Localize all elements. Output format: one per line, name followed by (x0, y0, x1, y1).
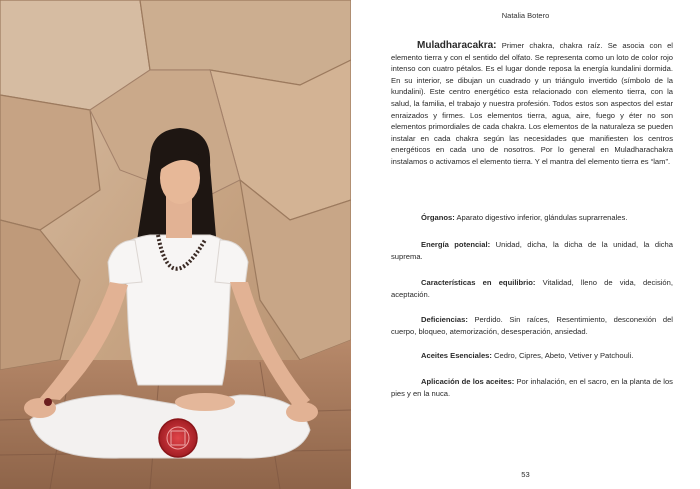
text-page (351, 0, 700, 489)
chakra-description-text: Primer chakra, chakra raíz. Se asocia con el elemento tierra y con el sentido del olfato. Se representa como un loto de color rojo intenso con cuatro pétalos. Es el lugar donde reposa la energía kundalini dormida. En su interior, se dibujan un cuadrado y un triángulo invertido (símbolo de la kundalini). Este centro energético esta relacionado con elemento tierra, con la salud, la familia, el trabajo y nuestra profesión. Todos estos son aspectos del estar enraizados y firmes. Los elementos tierra, agua, aire, fuego y éter no son elementos primordiales de cada chakra. Los elementos de la naturaleza se pueden instalar en cada chakra según las necesidades que manifiesten los centros energéticos en cada uno de nosotros. Por lo general en Muladharachakra instalamos o activamos el elemento tierra. Y el mantra del elemento tierra es “lam”. (391, 41, 673, 166)
item-deficiencias (391, 314, 673, 337)
item-text: Vitalidad, lleno de vida, decisión, aceptación. (391, 278, 673, 299)
running-header: Natalia Botero (501, 11, 550, 20)
item-energia-potencial (391, 239, 673, 262)
page-number: 53 (521, 470, 530, 479)
item-label: Deficiencias: (421, 315, 468, 324)
root-chakra-symbol (159, 419, 197, 457)
item-label: Aplicación de los aceites: (421, 377, 515, 386)
item-text: Cedro, Cipres, Abeto, Vetiver y Patchouli. (494, 351, 634, 360)
chakra-name: Muladharacakra: (417, 40, 497, 51)
item-label: Energía potencial: (421, 240, 491, 249)
item-text: Por inhalación, en el sacro, en la planta de los pies y en la nuca. (391, 377, 673, 398)
item-aceites (391, 350, 673, 362)
item-caracteristicas (391, 277, 673, 300)
item-text: Aparato digestivo inferior, glándulas suprarrenales. (456, 213, 628, 222)
item-aplicacion (391, 376, 673, 399)
chakra-description (391, 40, 673, 168)
item-organos (391, 212, 673, 224)
item-text: Perdido. Sin raíces, Resentimiento, desconexión del cuerpo, bloqueo, atemorización, desesperación, ansiedad. (391, 315, 673, 336)
item-label: Aceites Esenciales: (421, 351, 492, 360)
item-label: Características en equilibrio: (421, 278, 536, 287)
item-label: Órganos: (421, 213, 455, 222)
item-text: Unidad, dicha, la dicha de la unidad, la dicha suprema. (391, 240, 674, 261)
